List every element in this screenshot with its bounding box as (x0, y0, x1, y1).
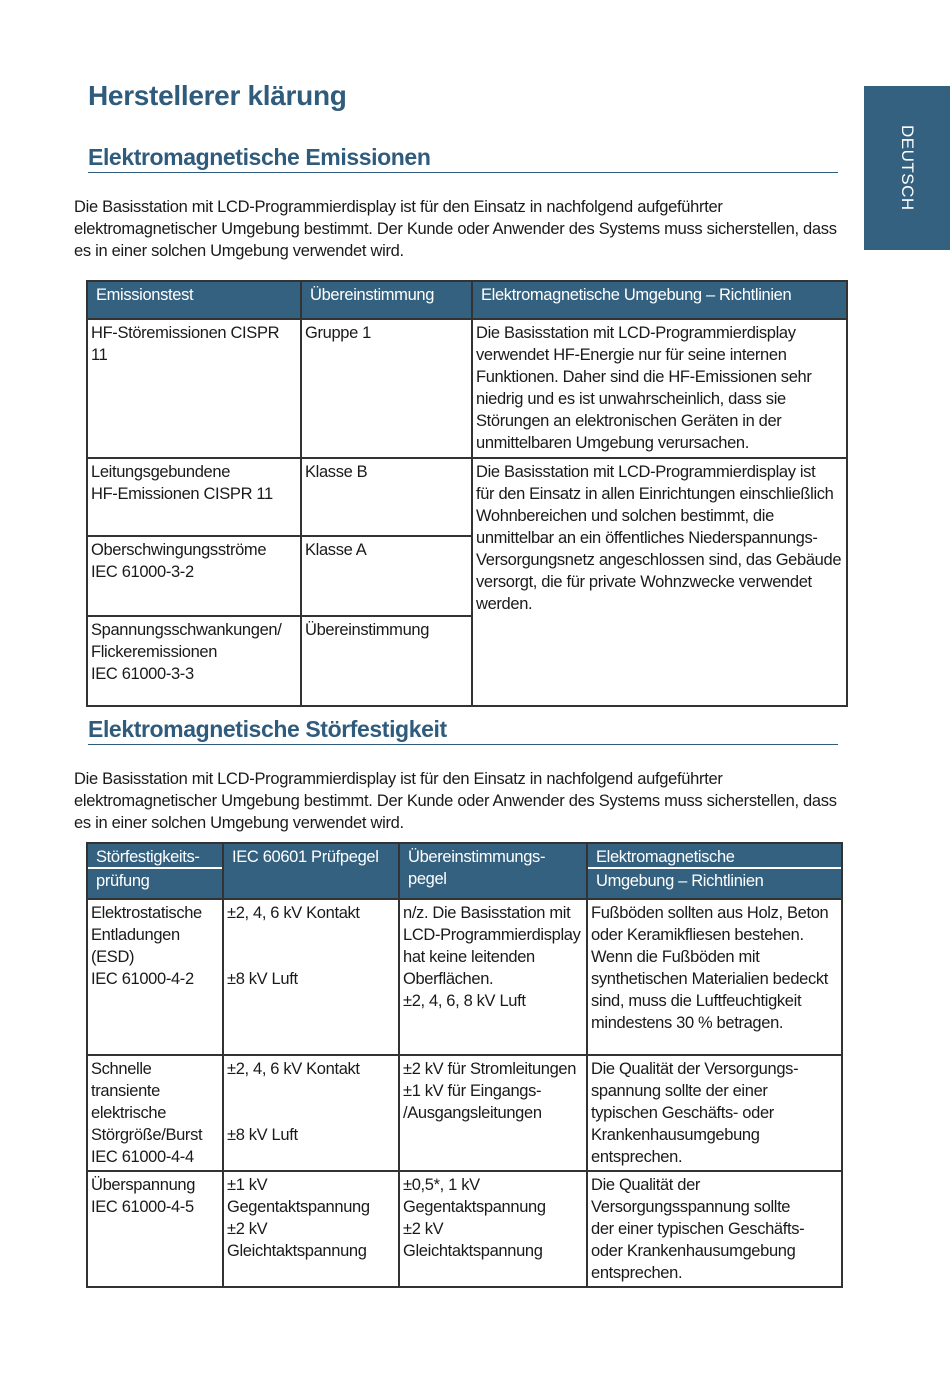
table-row (87, 1055, 842, 1171)
immunity-test-cell: Elektrostatische Entladungen (ESD) IEC 61000-4-2 (87, 899, 223, 1055)
immunity-header-test-line1: Störfestigkeits- (88, 844, 222, 869)
immunity-level-cell: ±1 kV Gegentaktspannung ±2 kV Gleichtaktspannung (223, 1171, 399, 1287)
emission-guideline-cell: Die Basisstation mit LCD-Programmierdisplay ist für den Einsatz in allen Einrichtungen einschließlich Wohnbereichen und solchen bestimmt, die unmittelbar an ein öffentliches Niederspannungs- Versorgungsnetz angeschlossen sind, das Gebäude versorgt, die für private Wohnzwecke verwendet werden. (472, 458, 847, 706)
immunity-guideline-cell: Fußböden sollten aus Holz, Beton oder Keramikfliesen bestehen. Wenn die Fußböden mit synthetischen Materialien bedeckt sind, muss die Luftfeuchtigkeit mindestens 30 % betragen. (587, 899, 842, 1055)
immunity-section-title: Elektromagnetische Störfestigkeit (88, 716, 838, 745)
emissions-header-compliance: Übereinstimmung (301, 281, 472, 319)
emission-compliance-cell: Gruppe 1 (301, 319, 472, 458)
immunity-header-compliance: Übereinstimmungs-pegel (399, 843, 587, 899)
emission-compliance-cell: Klasse B (301, 458, 472, 536)
emission-compliance-cell: Klasse A (301, 536, 472, 616)
emissions-section-title: Elektromagnetische Emissionen (88, 144, 838, 173)
emissions-header-test: Emissionstest (87, 281, 301, 319)
page-title: Herstellerer klärung (88, 80, 347, 111)
emission-test-cell: Spannungsschwankungen/ Flickeremissionen IEC 61000-3-3 (87, 616, 301, 706)
immunity-compliance-cell: n/z. Die Basisstation mit LCD-Programmierdisplay hat keine leitenden Oberflächen. ±2, 4, 6, 8 kV Luft (399, 899, 587, 1055)
immunity-guideline-cell: Die Qualität der Versorgungs- spannung sollte der einer typischen Geschäfts- oder Krankenhausumgebung entsprechen. (587, 1055, 842, 1171)
language-tab-label: DEUTSCH (898, 125, 917, 211)
immunity-compliance-cell: ±2 kV für Stromleitungen ±1 kV für Eingangs- /Ausgangsleitungen (399, 1055, 587, 1171)
emission-test-cell: Leitungsgebundene HF-Emissionen CISPR 11 (87, 458, 301, 536)
table-row (87, 899, 842, 1055)
immunity-header-guideline (587, 843, 842, 899)
immunity-header-test-line2: prüfung (96, 872, 150, 890)
emissions-table (86, 280, 848, 707)
emissions-table-header-row (87, 281, 847, 319)
table-row (87, 1171, 842, 1287)
immunity-guideline-cell: Die Qualität der Versorgungsspannung sollte der einer typischen Geschäfts- oder Krankenhausumgebung entsprechen. (587, 1171, 842, 1287)
immunity-level-cell: ±2, 4, 6 kV Kontakt ±8 kV Luft (223, 1055, 399, 1171)
immunity-header-test (87, 843, 223, 899)
emissions-header-guideline: Elektromagnetische Umgebung – Richtlinien (472, 281, 847, 319)
table-row (87, 319, 847, 458)
immunity-header-guideline-line2: Umgebung – Richtlinien (596, 872, 764, 890)
emission-test-cell: Oberschwingungsströme IEC 61000-3-2 (87, 536, 301, 616)
immunity-test-cell: Überspannung IEC 61000-4-5 (87, 1171, 223, 1287)
immunity-header-level: IEC 60601 Prüfpegel (223, 843, 399, 899)
immunity-header-guideline-line1: Elektromagnetische (588, 844, 841, 869)
emissions-intro: Die Basisstation mit LCD-Programmierdisplay ist für den Einsatz in nachfolgend aufgeführter elektromagnetischer Umgebung bestimmt. Der Kunde oder Anwender des Systems muss sicherstellen, dass es in einer solchen Umgebung verwendet wird. (74, 198, 837, 260)
immunity-intro: Die Basisstation mit LCD-Programmierdisplay ist für den Einsatz in nachfolgend aufgeführter elektromagnetischer Umgebung bestimmt. Der Kunde oder Anwender des Systems muss sicherstellen, dass es in einer solchen Umgebung verwendet wird. (74, 770, 837, 832)
immunity-table (86, 842, 843, 1288)
language-tab (864, 86, 950, 250)
immunity-level-cell: ±2, 4, 6 kV Kontakt ±8 kV Luft (223, 899, 399, 1055)
emission-guideline-cell: Die Basisstation mit LCD-Programmierdisplay verwendet HF-Energie nur für seine internen Funktionen. Daher sind die HF-Emissionen sehr niedrig und es ist unwahrscheinlich, dass sie Störungen an elektronischen Geräten in der unmittelbaren Umgebung verursachen. (472, 319, 847, 458)
immunity-table-header-row (87, 843, 842, 899)
immunity-compliance-cell: ±0,5*, 1 kV Gegentaktspannung ±2 kV Gleichtaktspannung (399, 1171, 587, 1287)
emission-test-cell: HF-Störemissionen CISPR 11 (87, 319, 301, 458)
table-row (87, 458, 847, 536)
immunity-test-cell: Schnelle transiente elektrische Störgröße/Burst IEC 61000-4-4 (87, 1055, 223, 1171)
emission-compliance-cell: Übereinstimmung (301, 616, 472, 706)
